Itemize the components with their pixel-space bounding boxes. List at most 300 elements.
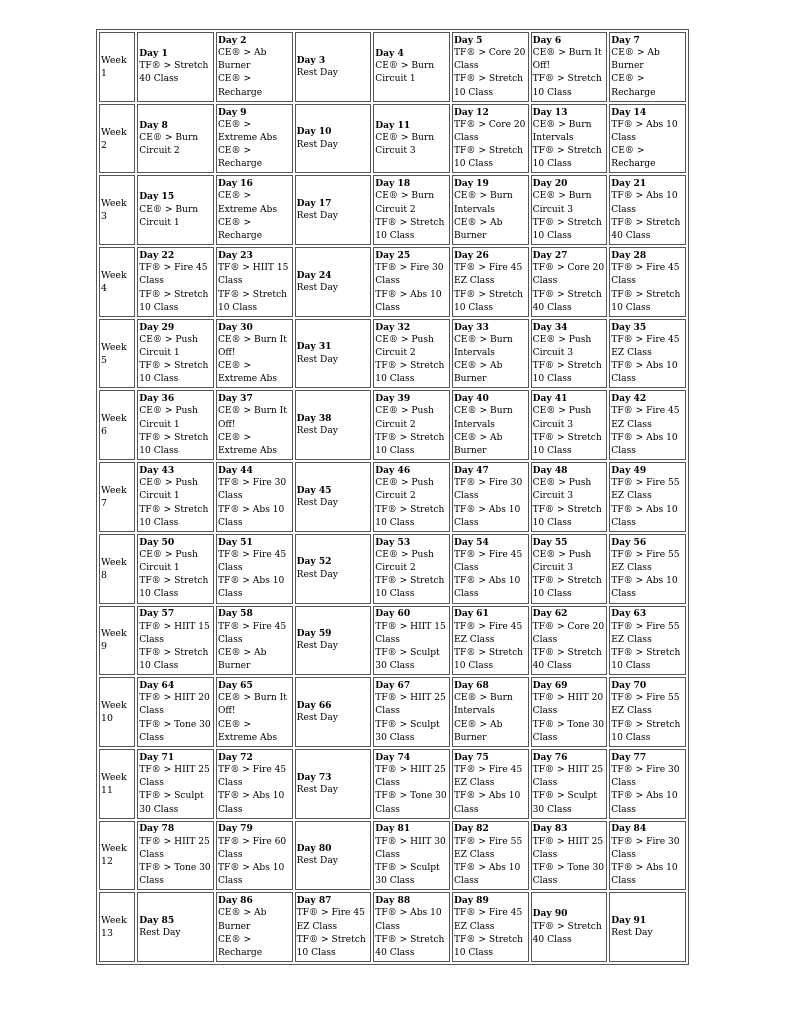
workout-entry: TF® > Fire 30 Class	[375, 263, 444, 287]
workout-entry: TF® > Stretch 10 Class	[139, 289, 209, 313]
workout-entry: TF® > Sculpt 30 Class	[375, 863, 440, 887]
workout-entry: TF® > Abs 10 Class	[217, 863, 285, 887]
day-title: Day 55	[532, 536, 568, 548]
day-title: Day 46	[375, 464, 411, 476]
day-cell	[609, 462, 686, 532]
workout-entry: TF® > Abs 10 Class	[611, 791, 678, 815]
week-label: Week 10	[99, 677, 135, 747]
day-cell	[609, 606, 686, 676]
workout-entry: Rest Day	[296, 569, 338, 580]
day-cell	[137, 749, 214, 819]
week-row	[99, 390, 686, 460]
day-cell	[295, 104, 372, 174]
workout-entry: CE® > Burn Circuit 2	[375, 191, 435, 215]
workout-entry: Rest Day	[296, 784, 338, 795]
day-cell	[216, 319, 293, 389]
workout-entry: TF® > Stretch 10 Class	[611, 647, 681, 672]
workout-entry: TF® > Abs 10 Class	[611, 576, 678, 600]
workout-entry: CE® > Recharge	[217, 217, 263, 242]
week-row	[99, 175, 686, 245]
day-cell	[295, 534, 372, 604]
day-title: Day 45	[296, 484, 332, 496]
workout-entry: Rest Day	[296, 139, 338, 150]
workout-entry: CE® > Burn It Off!	[217, 693, 287, 717]
day-title: Day 83	[532, 823, 568, 835]
workout-entry: TF® > Core 20 Class	[453, 48, 526, 72]
day-cell	[295, 319, 372, 389]
day-title: Day 25	[375, 249, 411, 261]
day-cell	[452, 892, 529, 962]
day-title: Day 89	[453, 895, 489, 907]
day-title: Day 4	[375, 48, 404, 60]
day-cell	[295, 175, 372, 245]
workout-entry: TF® > Abs 10 Class	[453, 504, 521, 528]
workout-entry: TF® > Core 20 Class	[532, 621, 605, 645]
workout-entry: TF® > HIIT 15 Class	[139, 621, 210, 645]
day-title: Day 21	[611, 178, 647, 190]
workout-entry: TF® > Stretch 10 Class	[453, 289, 524, 313]
workout-entry: CE® > Push Circuit 3	[532, 406, 592, 430]
week-row	[99, 677, 686, 747]
day-title: Day 9	[217, 106, 247, 118]
workout-entry: CE® > Ab Burner	[611, 48, 660, 72]
workout-entry: TF® > Sculpt 30 Class	[532, 791, 598, 815]
workout-entry: TF® > Abs 10 Class	[611, 191, 678, 215]
day-title: Day 20	[532, 178, 568, 190]
workout-entry: TF® > Stretch 10 Class	[532, 504, 602, 528]
day-title: Day 63	[611, 608, 647, 620]
day-title: Day 66	[296, 699, 332, 711]
day-cell	[609, 821, 686, 891]
workout-entry: TF® > Sculpt 30 Class	[375, 647, 440, 672]
day-title: Day 47	[453, 464, 489, 476]
workout-entry: Rest Day	[296, 856, 338, 867]
workout-entry: TF® > HIIT 15 Class	[375, 621, 446, 645]
workout-entry: TF® > HIIT 15 Class	[217, 263, 289, 287]
workout-entry: CE® > Push Circuit 1	[139, 334, 198, 358]
workout-entry: Rest Day	[296, 354, 338, 365]
day-title: Day 48	[532, 464, 568, 476]
workout-entry: TF® > Core 20 Class	[532, 263, 605, 287]
workout-entry: TF® > Abs 10 Class	[611, 119, 678, 143]
day-title: Day 88	[375, 895, 411, 907]
day-title: Day 58	[217, 608, 253, 620]
workout-entry: TF® > HIIT 25 Class	[375, 764, 446, 789]
day-title: Day 28	[611, 249, 647, 261]
day-title: Day 12	[453, 106, 489, 118]
workout-entry: CE® > Push Circuit 2	[375, 549, 434, 574]
day-cell	[216, 534, 293, 604]
day-cell	[137, 175, 214, 245]
day-title: Day 40	[453, 393, 489, 405]
day-title: Day 24	[296, 269, 332, 281]
workout-entry: TF® > Stretch 10 Class	[139, 361, 209, 385]
workout-entry: TF® > Abs 10 Class	[611, 863, 678, 887]
workout-entry: TF® > Stretch 10 Class	[217, 289, 288, 313]
day-title: Day 23	[217, 249, 253, 261]
day-title: Day 27	[532, 249, 568, 261]
day-cell	[373, 821, 450, 891]
workout-entry: CE® > Push Circuit 3	[532, 334, 592, 358]
day-cell	[452, 175, 529, 245]
day-title: Day 67	[375, 680, 411, 692]
workout-entry: Rest Day	[139, 928, 181, 939]
day-title: Day 7	[611, 34, 640, 46]
workout-entry: CE® > Ab Burner	[217, 647, 267, 672]
day-title: Day 39	[375, 393, 411, 405]
workout-entry: TF® > Fire 30 Class	[453, 478, 523, 502]
day-title: Day 71	[139, 751, 175, 763]
day-cell	[452, 462, 529, 532]
week-label: Week 2	[99, 104, 135, 174]
day-cell	[531, 32, 608, 102]
day-title: Day 42	[611, 393, 647, 405]
day-cell	[609, 390, 686, 460]
day-cell	[373, 104, 450, 174]
day-cell	[295, 749, 372, 819]
week-row	[99, 534, 686, 604]
day-cell	[609, 319, 686, 389]
day-title: Day 82	[453, 823, 489, 835]
workout-entry: CE® > Extreme Abs	[217, 432, 278, 457]
day-cell	[295, 32, 372, 102]
workout-entry: TF® > Stretch 10 Class	[532, 576, 602, 600]
day-cell	[531, 462, 608, 532]
workout-entry: TF® > Tone 30 Class	[532, 863, 605, 887]
day-title: Day 50	[139, 536, 175, 548]
week-row	[99, 749, 686, 819]
workout-entry: CE® > Burn Circuit 2	[139, 132, 199, 157]
workout-entry: CE® > Push Circuit 2	[375, 478, 434, 502]
workout-entry: TF® > Stretch 10 Class	[532, 217, 602, 242]
day-title: Day 34	[532, 321, 568, 333]
workout-entry: TF® > Fire 55 EZ Class	[453, 836, 523, 860]
workout-entry: TF® > Stretch 10 Class	[375, 504, 445, 528]
day-cell	[295, 821, 372, 891]
workout-entry: TF® > Stretch 10 Class	[453, 647, 524, 672]
workout-entry: CE® > Ab Burner	[453, 432, 503, 457]
day-cell	[216, 606, 293, 676]
day-cell	[295, 606, 372, 676]
workout-entry: Rest Day	[296, 211, 338, 222]
workout-entry: TF® > Tone 30 Class	[532, 719, 605, 743]
workout-entry: CE® > Recharge	[611, 74, 656, 98]
workout-entry: TF® > Abs 10 Class	[453, 576, 521, 600]
day-cell	[216, 821, 293, 891]
day-title: Day 72	[217, 751, 253, 763]
workout-entry: TF® > Stretch 10 Class	[296, 934, 366, 958]
workout-entry: TF® > Fire 55 EZ Class	[611, 549, 680, 574]
day-cell	[295, 247, 372, 317]
day-cell	[531, 606, 608, 676]
workout-entry: TF® > Fire 30 Class	[611, 764, 680, 789]
workout-entry: TF® > Fire 45 EZ Class	[453, 764, 523, 789]
workout-entry: CE® > Extreme Abs	[217, 119, 278, 143]
day-cell	[216, 32, 293, 102]
day-title: Day 54	[453, 536, 489, 548]
workout-entry: CE® > Burn Intervals	[453, 406, 513, 430]
day-title: Day 17	[296, 198, 332, 210]
workout-entry: TF® > Fire 45 Class	[217, 764, 287, 789]
workout-entry: CE® > Recharge	[611, 146, 656, 170]
workout-entry: CE® > Push Circuit 2	[375, 406, 434, 430]
day-title: Day 6	[532, 34, 562, 46]
workout-entry: TF® > Fire 55 EZ Class	[611, 478, 680, 502]
workout-entry: CE® > Ab Burner	[453, 217, 503, 242]
day-title: Day 62	[532, 608, 568, 620]
day-cell	[452, 606, 529, 676]
day-title: Day 43	[139, 464, 175, 476]
day-title: Day 5	[453, 34, 483, 46]
workout-entry: TF® > Tone 30 Class	[375, 791, 447, 815]
workout-entry: TF® > Stretch 10 Class	[532, 74, 602, 98]
workout-entry: TF® > Abs 10 Class	[453, 863, 521, 887]
workout-entry: CE® > Ab Burner	[217, 908, 267, 932]
workout-entry: TF® > Abs 10 Class	[611, 361, 678, 385]
day-cell	[373, 319, 450, 389]
day-cell	[452, 32, 529, 102]
workout-entry: TF® > HIIT 25 Class	[532, 764, 604, 789]
workout-entry: TF® > Stretch 40 Class	[139, 61, 209, 85]
day-cell	[137, 606, 214, 676]
day-title: Day 33	[453, 321, 489, 333]
workout-entry: TF® > Fire 45 Class	[453, 549, 523, 574]
day-cell	[531, 175, 608, 245]
day-cell	[373, 606, 450, 676]
day-title: Day 31	[296, 341, 332, 353]
day-title: Day 76	[532, 751, 568, 763]
day-title: Day 79	[217, 823, 253, 835]
workout-entry: CE® > Extreme Abs	[217, 719, 278, 743]
workout-entry: TF® > Stretch 10 Class	[453, 934, 524, 958]
day-title: Day 49	[611, 464, 647, 476]
day-cell	[373, 247, 450, 317]
day-title: Day 2	[217, 34, 247, 46]
workout-entry: CE® > Push Circuit 1	[139, 406, 198, 430]
week-label: Week 8	[99, 534, 135, 604]
week-label: Week 6	[99, 390, 135, 460]
workout-entry: CE® > Burn It Off!	[532, 48, 602, 72]
day-cell	[216, 677, 293, 747]
day-cell	[531, 892, 608, 962]
day-cell	[137, 821, 214, 891]
day-cell	[452, 104, 529, 174]
day-cell	[137, 892, 214, 962]
workout-entry: Rest Day	[296, 497, 338, 508]
week-row	[99, 462, 686, 532]
workout-entry: TF® > Stretch 10 Class	[453, 146, 524, 170]
workout-entry: CE® > Extreme Abs	[217, 361, 278, 385]
day-cell	[452, 390, 529, 460]
day-title: Day 18	[375, 178, 411, 190]
workout-entry: TF® > Stretch 40 Class	[532, 647, 602, 672]
day-title: Day 60	[375, 608, 411, 620]
day-title: Day 64	[139, 680, 175, 692]
workout-entry: TF® > Abs 10 Class	[611, 504, 678, 528]
workout-entry: TF® > Stretch 40 Class	[611, 217, 681, 242]
day-cell	[137, 390, 214, 460]
workout-entry: TF® > Stretch 10 Class	[532, 146, 602, 170]
workout-entry: CE® > Ab Burner	[453, 361, 503, 385]
day-cell	[373, 749, 450, 819]
workout-entry: TF® > Fire 45 EZ Class	[611, 334, 680, 358]
day-title: Day 80	[296, 843, 332, 855]
workout-entry: TF® > HIIT 25 Class	[139, 764, 210, 789]
day-title: Day 29	[139, 321, 175, 333]
day-title: Day 57	[139, 608, 175, 620]
workout-entry: CE® > Push Circuit 2	[375, 334, 434, 358]
day-title: Day 8	[139, 119, 168, 131]
day-cell	[452, 247, 529, 317]
day-cell	[137, 104, 214, 174]
workout-entry: TF® > Core 20 Class	[453, 119, 526, 143]
day-title: Day 87	[296, 895, 332, 907]
week-label: Week 1	[99, 32, 135, 102]
day-title: Day 52	[296, 556, 332, 568]
workout-entry: TF® > Sculpt 30 Class	[375, 719, 440, 743]
day-title: Day 32	[375, 321, 411, 333]
workout-entry: TF® > HIIT 25 Class	[532, 836, 604, 860]
workout-entry: TF® > Fire 45 Class	[139, 263, 208, 287]
day-cell	[531, 749, 608, 819]
week-label: Week 5	[99, 319, 135, 389]
day-cell	[295, 892, 372, 962]
workout-entry: TF® > HIIT 25 Class	[375, 693, 446, 717]
workout-entry: TF® > Stretch 10 Class	[375, 432, 445, 457]
workout-entry: TF® > HIIT 20 Class	[139, 693, 210, 717]
day-cell	[452, 677, 529, 747]
day-cell	[531, 390, 608, 460]
day-title: Day 10	[296, 126, 332, 138]
day-cell	[452, 534, 529, 604]
workout-entry: TF® > Fire 45 Class	[611, 263, 680, 287]
workout-entry: TF® > Tone 30 Class	[139, 863, 211, 887]
workout-entry: CE® > Burn Circuit 1	[139, 204, 199, 228]
workout-entry: TF® > Fire 45 EZ Class	[453, 621, 523, 645]
day-title: Day 11	[375, 119, 411, 131]
day-cell	[373, 32, 450, 102]
workout-entry: TF® > Stretch 10 Class	[375, 361, 445, 385]
workout-entry: TF® > Stretch 40 Class	[375, 934, 445, 958]
day-cell	[531, 319, 608, 389]
day-title: Day 85	[139, 914, 175, 926]
workout-entry: TF® > Stretch 10 Class	[532, 361, 602, 385]
workout-entry: TF® > Fire 45 EZ Class	[453, 263, 523, 287]
workout-entry: TF® > Fire 45 Class	[217, 549, 287, 574]
workout-entry: TF® > Stretch 10 Class	[139, 576, 209, 600]
workout-entry: TF® > HIIT 30 Class	[375, 836, 446, 860]
workout-entry: TF® > Fire 30 Class	[611, 836, 680, 860]
week-label: Week 3	[99, 175, 135, 245]
week-row	[99, 821, 686, 891]
day-cell	[137, 247, 214, 317]
day-cell	[531, 534, 608, 604]
day-title: Day 59	[296, 628, 332, 640]
day-title: Day 36	[139, 393, 175, 405]
day-title: Day 26	[453, 249, 489, 261]
day-cell	[609, 749, 686, 819]
workout-entry: TF® > Fire 45 EZ Class	[611, 406, 680, 430]
workout-entry: CE® > Burn Intervals	[453, 191, 513, 215]
workout-entry: TF® > Stretch 40 Class	[532, 289, 602, 313]
week-row	[99, 32, 686, 102]
workout-entry: TF® > Fire 45 Class	[217, 621, 287, 645]
workout-entry: CE® > Push Circuit 3	[532, 478, 592, 502]
day-cell	[452, 821, 529, 891]
day-title: Day 51	[217, 536, 253, 548]
workout-entry: TF® > Abs 10 Class	[217, 576, 285, 600]
workout-entry: CE® > Burn Intervals	[453, 334, 513, 358]
day-cell	[452, 749, 529, 819]
workout-entry: TF® > Stretch 10 Class	[375, 217, 445, 242]
workout-entry: TF® > Stretch 40 Class	[532, 921, 602, 945]
day-cell	[216, 390, 293, 460]
workout-entry: CE® > Recharge	[217, 146, 263, 170]
workout-entry: TF® > Tone 30 Class	[139, 719, 211, 743]
day-cell	[531, 821, 608, 891]
workout-entry: Rest Day	[296, 713, 338, 724]
week-row	[99, 247, 686, 317]
day-cell	[609, 175, 686, 245]
day-cell	[137, 534, 214, 604]
day-cell	[373, 462, 450, 532]
day-title: Day 74	[375, 751, 411, 763]
workout-entry: TF® > Stretch 10 Class	[453, 74, 524, 98]
week-label: Week 11	[99, 749, 135, 819]
day-cell	[216, 247, 293, 317]
day-title: Day 22	[139, 249, 175, 261]
day-title: Day 19	[453, 178, 489, 190]
day-title: Day 14	[611, 106, 647, 118]
workout-entry: TF® > Fire 45 EZ Class	[296, 908, 365, 932]
day-title: Day 68	[453, 680, 489, 692]
workout-entry: TF® > HIIT 25 Class	[139, 836, 210, 860]
day-title: Day 61	[453, 608, 489, 620]
day-cell	[609, 534, 686, 604]
workout-entry: CE® > Extreme Abs	[217, 191, 278, 215]
workout-entry: TF® > Abs 10 Class	[375, 289, 442, 313]
day-title: Day 77	[611, 751, 647, 763]
workout-entry: TF® > Abs 10 Class	[375, 908, 442, 932]
day-cell	[373, 892, 450, 962]
day-title: Day 1	[139, 48, 168, 60]
day-cell	[137, 32, 214, 102]
day-cell	[373, 390, 450, 460]
week-row	[99, 319, 686, 389]
workout-entry: TF® > Fire 55 EZ Class	[611, 693, 680, 717]
day-title: Day 30	[217, 321, 253, 333]
week-label: Week 7	[99, 462, 135, 532]
workout-entry: CE® > Push Circuit 1	[139, 549, 198, 574]
day-title: Day 90	[532, 908, 568, 920]
week-label: Week 4	[99, 247, 135, 317]
workout-entry: CE® > Burn Circuit 3	[532, 191, 592, 215]
workout-entry: Rest Day	[611, 928, 653, 939]
workout-entry: TF® > Abs 10 Class	[217, 504, 285, 528]
workout-entry: CE® > Burn Circuit 3	[375, 132, 435, 157]
workout-entry: TF® > HIIT 20 Class	[532, 693, 604, 717]
day-cell	[137, 462, 214, 532]
day-cell	[295, 677, 372, 747]
day-cell	[373, 175, 450, 245]
day-cell	[216, 104, 293, 174]
day-cell	[452, 319, 529, 389]
day-title: Day 16	[217, 178, 253, 190]
workout-entry: CE® > Ab Burner	[217, 48, 267, 72]
day-cell	[531, 677, 608, 747]
workout-entry: TF® > Stretch 10 Class	[611, 289, 681, 313]
day-title: Day 78	[139, 823, 175, 835]
